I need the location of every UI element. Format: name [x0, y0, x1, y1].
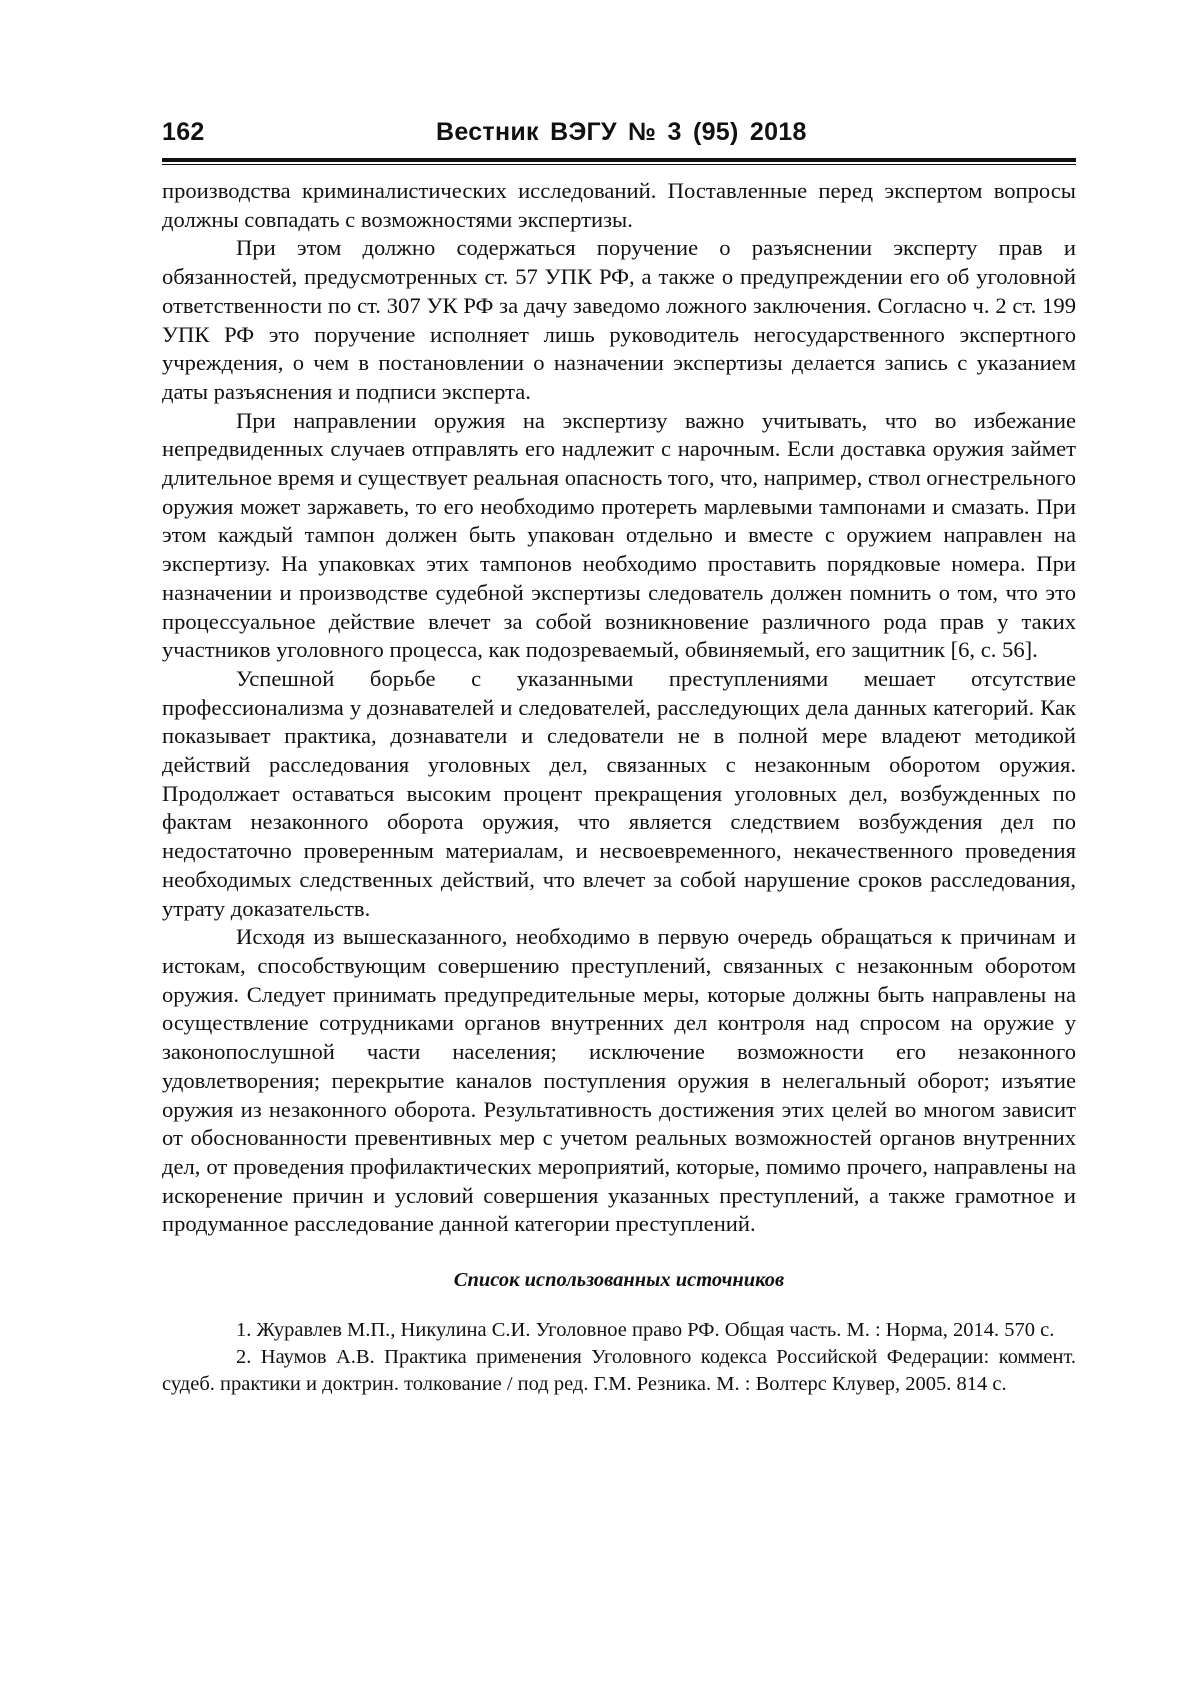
- references-heading: Список использованных источников: [453, 1269, 785, 1292]
- running-header: [162, 114, 1076, 152]
- journal-title: Вестник ВЭГУ № 3 (95) 2018: [436, 118, 807, 146]
- paragraph: Успешной борьбе с указанными преступлениями мешает отсутствие профессионализма у дознавателей и следователей, расследующих дела данных категорий. Как показывает практика, дознаватели и следователи не в полной мере владеют методикой действий расследования уголовных дел, связанных с незаконным оборотом оружия. Продолжает оставаться высоким процент прекращения уголовных дел, возбужденных по фактам незаконного оборота оружия, что является следствием возбуждения дел по недостаточно проверенным материалам, и несвоевременного, некачественного проведения необходимых следственных действий, что влечет за собой нарушение сроков расследования, утрату доказательств.: [162, 665, 1076, 921]
- reference-item: 1. Журавлев М.П., Никулина С.И. Уголовное право РФ. Общая часть. М. : Норма, 2014. 570 с.: [236, 1319, 1055, 1342]
- paragraph: Исходя из вышесказанного, необходимо в первую очередь обращаться к причинам и истокам, способствующим совершению преступлений, связанных с незаконным оборотом оружия. Следует принимать предупредительные меры, которые должны быть направлены на осуществление сотрудниками органов внутренних дел контроля над спросом на оружие у законопослушной части населения; исключение возможности его незаконного удовлетворения; перекрытие каналов поступления оружия в нелегальный оборот; изъятие оружия из незаконного оборота. Результативность достижения этих целей во многом зависит от обоснованности превентивных мер с учетом реальных возможностей органов внутренних дел, от проведения профилактических мероприятий, которые, помимо прочего, направлены на искоренение причин и условий совершения указанных преступлений, а также грамотное и продуманное расследование данной категории преступлений.: [162, 924, 1076, 1237]
- reference-item: 2. Наумов А.В. Практика применения Уголовного кодекса Российской Федерации: коммент. судеб. практики и доктрин. толкование / под ред. Г.М. Резника. М. : Волтерс Клувер, 2005. 814 с.: [162, 1345, 1076, 1395]
- page-number: 162: [162, 118, 205, 146]
- journal-page: [162, 114, 1076, 1397]
- header-divider: [162, 158, 1076, 165]
- paragraph: При направлении оружия на экспертизу важно учитывать, что во избежание непредвиденных случаев отправлять его надлежит с нарочным. Если доставка оружия займет длительное время и существует реальная опасность того, что, например, ствол огнестрельного оружия может заржаветь, то его необходимо протереть марлевыми тампонами и смазать. При этом каждый тампон должен быть упакован отдельно и вместе с оружием направлен на экспертизу. На упаковках этих тампонов необходимо проставить порядковые номера. При назначении и производстве судебной экспертизы следователь должен помнить о том, что это процессуальное действие влечет за собой возникновение различного рода прав у таких участников уголовного процесса, как подозреваемый, обвиняемый, его защитник [6, с. 56].: [162, 407, 1076, 663]
- paragraph-continuation: производства криминалистических исследований. Поставленные перед экспертом вопросы должны совпадать с возможностями экспертизы.: [162, 178, 1076, 232]
- paragraph: При этом должно содержаться поручение о разъяснении эксперту прав и обязанностей, предусмотренных ст. 57 УПК РФ, а также о предупреждении его об уголовной ответственности по ст. 307 УК РФ за дачу заведомо ложного заключения. Согласно ч. 2 ст. 199 УПК РФ это поручение исполняет лишь руководитель негосударственного экспертного учреждения, о чем в постановлении о назначении экспертизы делается запись с указанием даты разъяснения и подписи эксперта.: [162, 235, 1076, 404]
- article-body: [162, 177, 1076, 1239]
- references-list: [162, 1317, 1076, 1397]
